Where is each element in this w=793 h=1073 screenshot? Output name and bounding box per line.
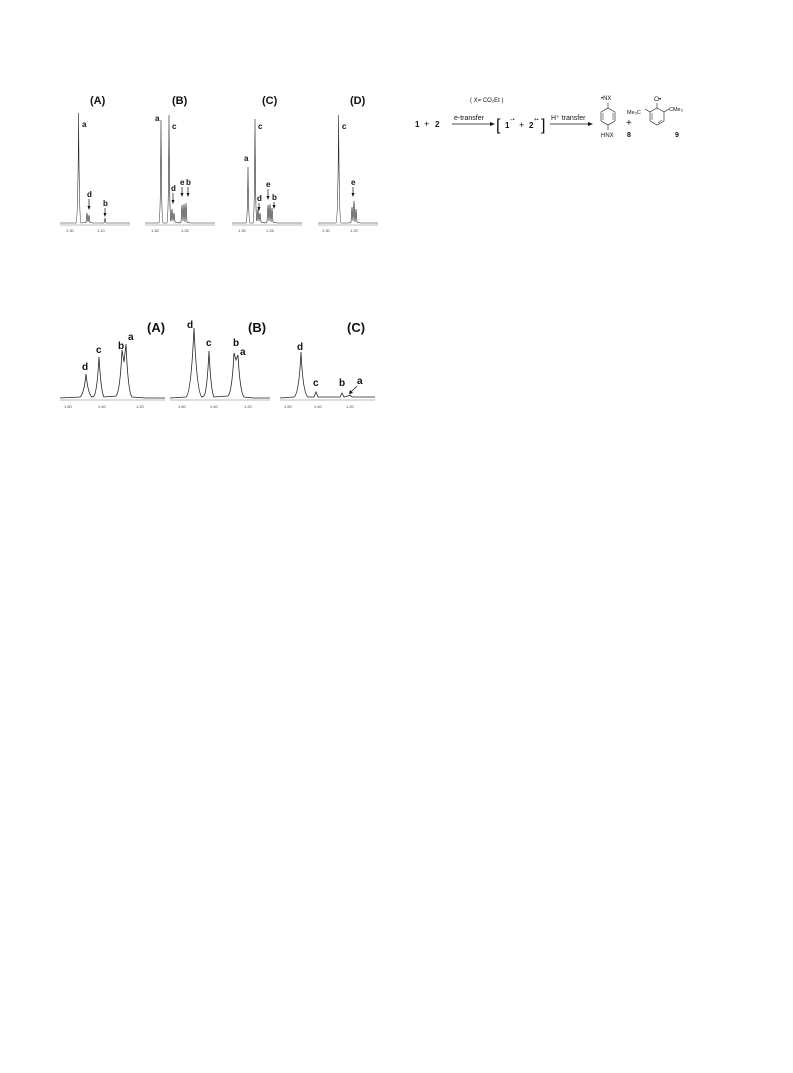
- peak-label-b: b: [233, 338, 240, 349]
- peak-label-a: a: [240, 347, 246, 358]
- peak-label-a: a: [244, 154, 249, 163]
- arrowhead: [181, 193, 184, 197]
- bottom-panel-b-spectrum: [170, 320, 270, 410]
- peak-label-e: e: [351, 178, 356, 187]
- tick-label: 1.25: [181, 228, 189, 233]
- peak-label-c: c: [342, 122, 347, 131]
- tick-label: 1.25: [266, 228, 274, 233]
- top-panel-a-label: (A): [90, 95, 106, 107]
- tick-label: 1.40: [314, 404, 322, 409]
- peak-label-a: a: [82, 120, 87, 129]
- plus-sign: +: [626, 118, 632, 129]
- reactant-2: 2: [435, 120, 440, 129]
- product-9-radical: O•: [654, 96, 662, 103]
- tick-label: 1.30: [238, 228, 246, 233]
- tick-label: 1.20: [136, 404, 144, 409]
- tick-label: 1.60: [64, 404, 72, 409]
- peak-label-e: e: [180, 178, 185, 187]
- product-9-left-substituent: Me₃C: [627, 110, 641, 116]
- intermediate-1-charge: −•: [510, 117, 515, 123]
- tick-label: 1.40: [210, 404, 218, 409]
- peak-label-c: c: [96, 345, 102, 356]
- product-8-top-group: •NX: [601, 96, 612, 102]
- step2-label: H⁺ transfer: [551, 115, 586, 122]
- top-panel-a-spectrum: [60, 105, 130, 235]
- tick-label: 1.40: [98, 404, 106, 409]
- bottom-panel-c-label: (C): [347, 320, 366, 335]
- spectrum-trace: [60, 113, 130, 223]
- arrow-a: [351, 386, 357, 392]
- peak-label-d: d: [187, 320, 194, 331]
- reactant-1: 1: [415, 120, 420, 129]
- spectrum-trace: [170, 328, 270, 398]
- top-panel-c-label: (C): [262, 95, 278, 107]
- peak-label-d: d: [82, 362, 89, 373]
- peak-label-b: b: [118, 341, 125, 352]
- tick-label: 1.20: [244, 404, 252, 409]
- top-panel-b-spectrum: [145, 105, 215, 235]
- product-8-number: 8: [627, 132, 631, 139]
- peak-label-b: b: [186, 178, 191, 187]
- peak-label-d: d: [297, 342, 304, 353]
- tick-label: 1.30: [151, 228, 159, 233]
- peak-label-a: a: [128, 332, 134, 343]
- arrowhead: [104, 213, 107, 217]
- intermediate-1: 1: [505, 121, 510, 130]
- product-8-bottom-group: HNX: [601, 133, 614, 139]
- arrowhead: [88, 206, 91, 210]
- arrowhead: [352, 193, 355, 197]
- bottom-panel-b-label: (B): [248, 320, 267, 335]
- reaction-condition: ( X= CO₂Et ): [470, 98, 504, 104]
- peak-label-a: a: [357, 376, 363, 387]
- intermediate-2-charge: +•: [534, 117, 539, 123]
- spectrum-trace: [60, 344, 165, 398]
- spectrum-trace: [145, 115, 215, 223]
- bottom-panel-a-label: (A): [147, 320, 166, 335]
- peak-label-a: a: [155, 114, 160, 123]
- peak-label-d: d: [171, 184, 176, 193]
- bracket-left: [: [496, 117, 501, 134]
- step1-label: e-transfer: [454, 115, 484, 122]
- peak-label-c: c: [313, 378, 319, 389]
- bond: [645, 109, 650, 112]
- plus-sign: +: [424, 119, 430, 129]
- tick-label: 1.20: [346, 404, 354, 409]
- product-9-number: 9: [675, 132, 679, 139]
- tick-label: 1.10: [97, 228, 105, 233]
- top-panel-c-spectrum: [232, 105, 302, 235]
- peak-label-d: d: [257, 194, 262, 203]
- peak-label-c: c: [172, 122, 177, 131]
- peak-label-b: b: [103, 199, 108, 208]
- tick-label: 1.30: [66, 228, 74, 233]
- reaction-scheme: [405, 90, 705, 170]
- tick-label: 1.20: [350, 228, 358, 233]
- peak-label-e: e: [266, 180, 271, 189]
- plus-sign: +: [519, 120, 525, 130]
- peak-label-d: d: [87, 190, 92, 199]
- top-panel-d-label: (D): [350, 95, 366, 107]
- peak-label-b: b: [339, 378, 346, 389]
- peak-label-c: c: [258, 122, 263, 131]
- arrowhead: [267, 196, 270, 200]
- product-9-right-substituent: CMe₃: [669, 107, 683, 113]
- top-panel-b-label: (B): [172, 95, 188, 107]
- peak-label-b: b: [272, 193, 277, 202]
- arrowhead: [187, 193, 190, 197]
- spectrum-trace: [318, 115, 378, 223]
- arrowhead: [490, 122, 495, 126]
- arrowhead: [172, 200, 175, 204]
- intermediate-2: 2: [529, 121, 534, 130]
- bracket-right: ]: [541, 117, 546, 134]
- spectrum-trace: [280, 352, 375, 398]
- peak-label-c: c: [206, 338, 212, 349]
- top-panel-d-spectrum: [318, 105, 378, 235]
- arrowhead: [588, 122, 593, 126]
- tick-label: 1.60: [284, 404, 292, 409]
- spectrum-trace: [232, 119, 302, 223]
- tick-label: 1.30: [322, 228, 330, 233]
- bottom-panel-a-spectrum: [60, 320, 165, 410]
- tick-label: 1.60: [178, 404, 186, 409]
- arrowhead: [273, 205, 276, 209]
- bottom-panel-c-spectrum: [280, 320, 375, 410]
- bottom-spectra-figure: [0, 300, 793, 420]
